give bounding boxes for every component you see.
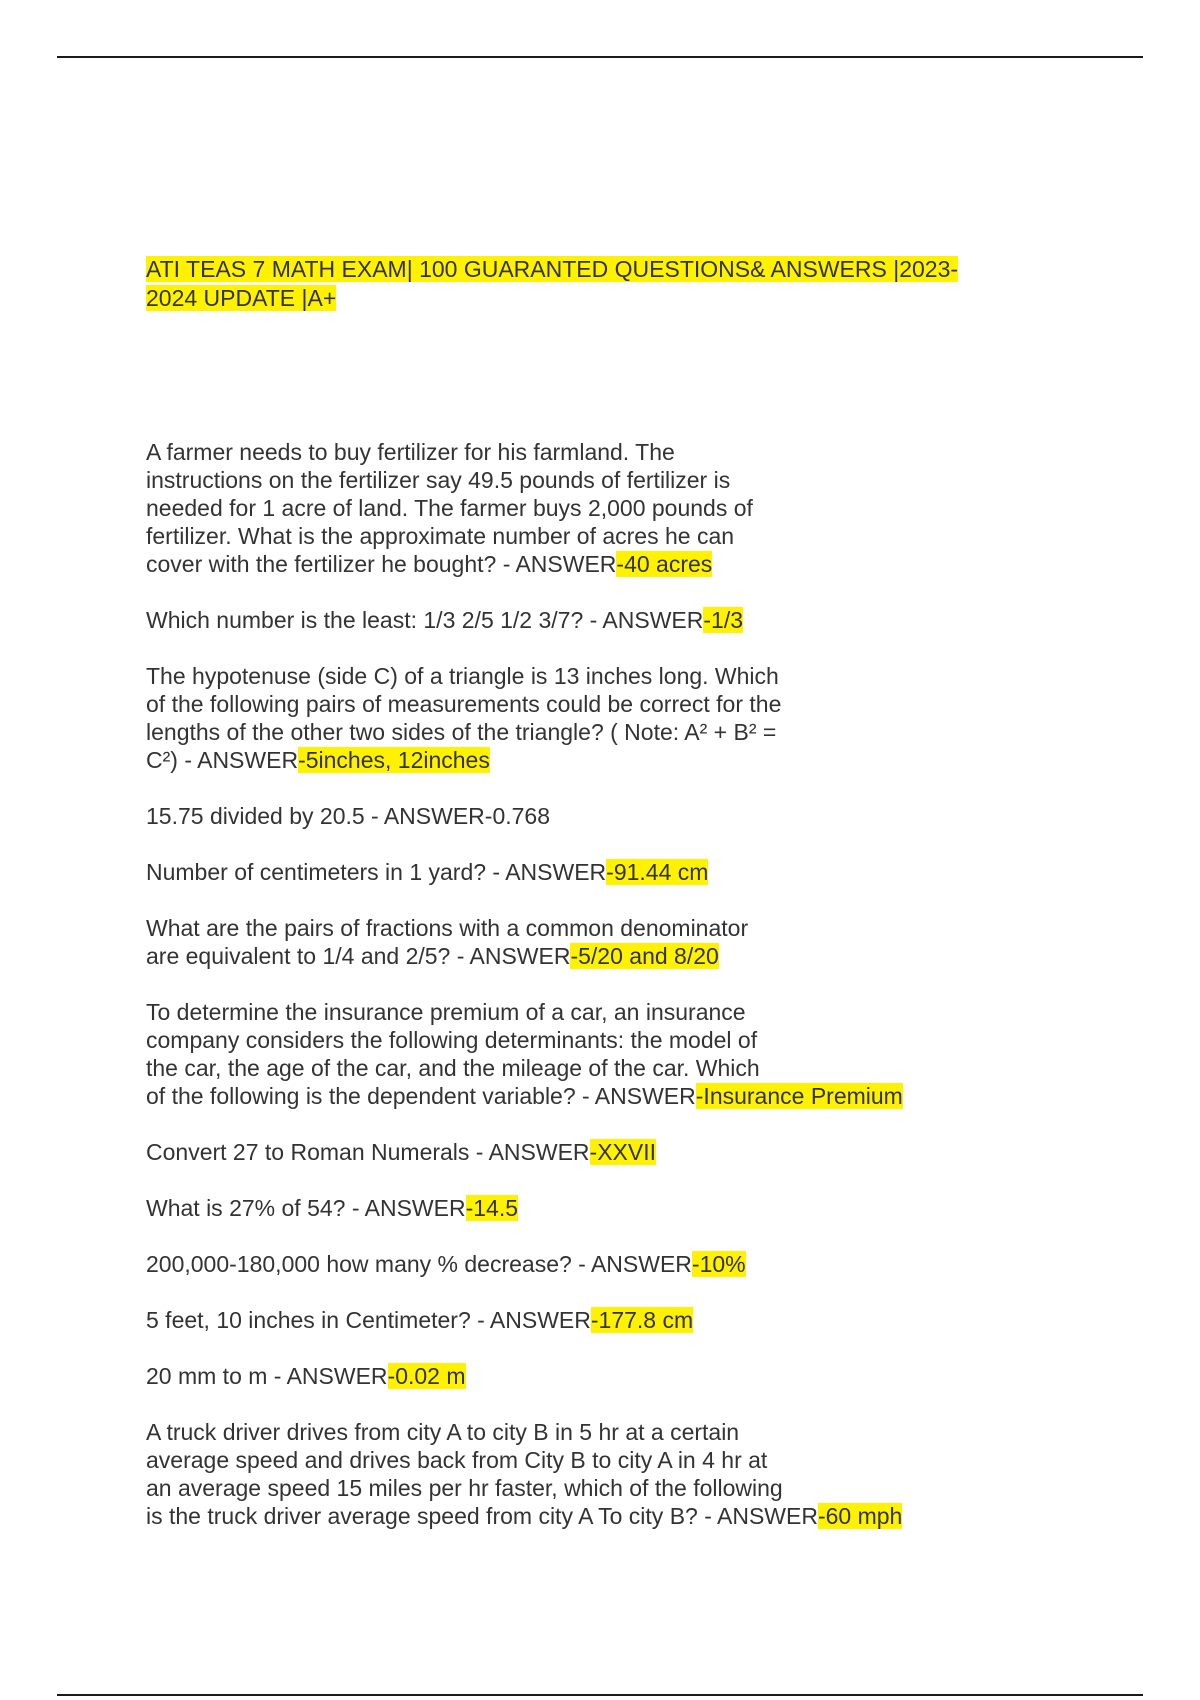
qa-item (146, 1138, 1046, 1166)
qa-list (146, 438, 1046, 1530)
qa-item (146, 914, 1046, 970)
header-rule (57, 56, 1143, 58)
document-body (146, 255, 1046, 1558)
answer-text: -177.8 cm (590, 1307, 694, 1333)
answer-text: -XXVII (589, 1139, 657, 1165)
answer-text: -5inches, 12inches (298, 747, 490, 773)
question-line: C²) - ANSWER (146, 747, 299, 773)
question-line: cover with the fertilizer he bought? - ANSWER (146, 551, 617, 577)
question-line: A truck driver drives from city A to city B in 5 hr at a certain (146, 1419, 740, 1445)
qa-item (146, 662, 1046, 774)
question-line: 20 mm to m - ANSWER (146, 1363, 388, 1389)
question-line: an average speed 15 miles per hr faster, which of the following (146, 1475, 783, 1501)
question-line: What are the pairs of fractions with a common denominator (146, 915, 749, 941)
answer-text: -0.02 m (387, 1363, 466, 1389)
title-line-2: 2024 UPDATE |A+ (146, 285, 337, 311)
question-line: Number of centimeters in 1 yard? - ANSWER (146, 859, 607, 885)
title-line-1: ATI TEAS 7 MATH EXAM| 100 GUARANTED QUESTIONS& ANSWERS |2023- (146, 256, 959, 282)
answer-text: -5/20 and 8/20 (570, 943, 719, 969)
footer-rule (57, 1694, 1143, 1696)
question-line: is the truck driver average speed from city A To city B? - ANSWER (146, 1503, 818, 1529)
question-line: 15.75 divided by 20.5 - ANSWER (146, 803, 485, 829)
answer-text: -91.44 cm (606, 859, 709, 885)
question-line: needed for 1 acre of land. The farmer buys 2,000 pounds of (146, 495, 753, 521)
question-line: What is 27% of 54? - ANSWER (146, 1195, 466, 1221)
qa-item (146, 1250, 1046, 1278)
answer-text: -0.768 (484, 803, 551, 829)
qa-item (146, 858, 1046, 886)
qa-item (146, 1362, 1046, 1390)
question-line: Convert 27 to Roman Numerals - ANSWER (146, 1139, 590, 1165)
answer-text: -40 acres (616, 551, 713, 577)
qa-item (146, 438, 1046, 578)
question-line: are equivalent to 1/4 and 2/5? - ANSWER (146, 943, 571, 969)
qa-item (146, 1194, 1046, 1222)
question-line: the car, the age of the car, and the mileage of the car. Which (146, 1055, 760, 1081)
answer-text: -1/3 (703, 607, 744, 633)
question-line: lengths of the other two sides of the triangle? ( Note: A² + B² = (146, 719, 777, 745)
question-line: The hypotenuse (side C) of a triangle is 13 inches long. Which (146, 663, 779, 689)
answer-text: -Insurance Premium (695, 1083, 903, 1109)
qa-item (146, 802, 1046, 830)
question-line: fertilizer. What is the approximate number of acres he can (146, 523, 735, 549)
question-line: 200,000-180,000 how many % decrease? - ANSWER (146, 1251, 692, 1277)
qa-item (146, 1306, 1046, 1334)
question-line: of the following pairs of measurements could be correct for the (146, 691, 782, 717)
qa-item (146, 998, 1046, 1110)
question-line: instructions on the fertilizer say 49.5 pounds of fertilizer is (146, 467, 731, 493)
question-line: of the following is the dependent variable? - ANSWER (146, 1083, 696, 1109)
question-line: Which number is the least: 1/3 2/5 1/2 3/7? - ANSWER (146, 607, 704, 633)
question-line: average speed and drives back from City B to city A in 4 hr at (146, 1447, 768, 1473)
question-line: company considers the following determinants: the model of (146, 1027, 758, 1053)
document-title (146, 255, 1046, 313)
question-line: A farmer needs to buy fertilizer for his farmland. The (146, 439, 675, 465)
answer-text: -14.5 (465, 1195, 519, 1221)
qa-item (146, 1418, 1046, 1530)
qa-item (146, 606, 1046, 634)
answer-text: -10% (691, 1251, 746, 1277)
question-line: To determine the insurance premium of a car, an insurance (146, 999, 746, 1025)
answer-text: -60 mph (817, 1503, 903, 1529)
question-line: 5 feet, 10 inches in Centimeter? - ANSWER (146, 1307, 591, 1333)
